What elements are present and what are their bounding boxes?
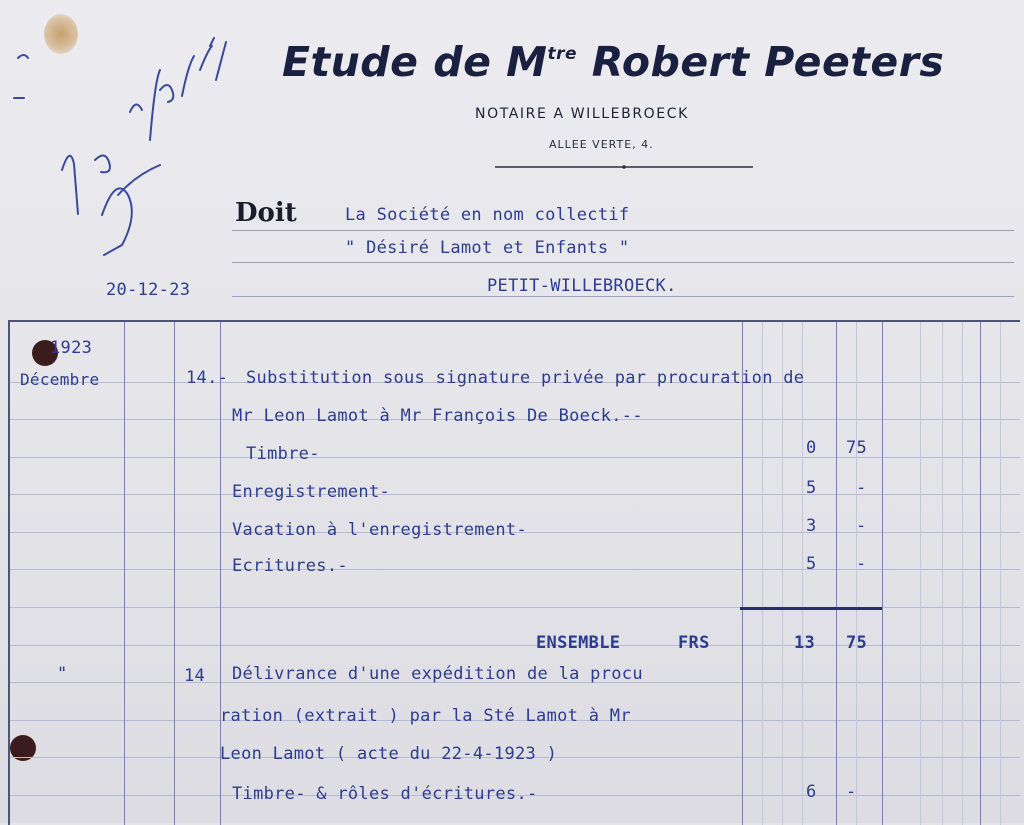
recipient-line2: " Désiré Lamot et Enfants " bbox=[345, 238, 630, 258]
invoice-date: 20-12-23 bbox=[106, 280, 191, 300]
entry1-total-currency: FRS bbox=[678, 633, 710, 653]
entry1-item-francs: 5 bbox=[806, 478, 817, 498]
entry2-description-line1: Délivrance d'une expédition de la procu bbox=[232, 664, 643, 684]
doit-label: Doit bbox=[235, 198, 297, 228]
entry1-item-label: Timbre- bbox=[246, 444, 320, 464]
entry1-item-francs: 0 bbox=[806, 438, 817, 458]
entry2-item-francs: 6 bbox=[806, 782, 817, 802]
ledger-month: Décembre bbox=[20, 370, 100, 389]
letterhead-title bbox=[282, 38, 982, 86]
entry1-item-cents: - bbox=[856, 516, 867, 536]
title-main: Etude de M bbox=[282, 38, 548, 86]
sum-underline bbox=[740, 607, 882, 610]
title-name: Robert Peeters bbox=[577, 38, 945, 86]
handwritten-annotation bbox=[0, 0, 260, 270]
title-superscript: tre bbox=[547, 44, 578, 64]
recipient-line1: La Société en nom collectif bbox=[345, 205, 630, 225]
entry1-item-cents: - bbox=[856, 554, 867, 574]
entry1-description-line2: Mr Leon Lamot à Mr François De Boeck.-- bbox=[232, 406, 643, 426]
entry2-item-label: Timbre- & rôles d'écritures.- bbox=[232, 784, 538, 804]
decorative-divider bbox=[495, 165, 753, 169]
entry1-item-label: Ecritures.- bbox=[232, 556, 348, 576]
entry1-total-francs: 13 bbox=[794, 633, 816, 653]
rule-line bbox=[232, 230, 1014, 231]
recipient-line3: PETIT-WILLEBROECK. bbox=[487, 276, 677, 296]
entry1-item-label: Enregistrement- bbox=[232, 482, 391, 502]
entry1-day: 14.- bbox=[186, 368, 229, 388]
entry2-description-line3: Leon Lamot ( acte du 22-4-1923 ) bbox=[220, 744, 558, 764]
letterhead-subtitle: NOTAIRE A WILLEBROECK bbox=[475, 106, 689, 122]
entry1-item-label: Vacation à l'enregistrement- bbox=[232, 520, 527, 540]
entry2-item-cents: - bbox=[846, 782, 857, 802]
entry1-total-label: ENSEMBLE bbox=[536, 633, 621, 653]
entry1-total-cents: 75 bbox=[846, 633, 868, 653]
entry2-ditto-mark: " bbox=[57, 664, 68, 684]
entry1-item-francs: 5 bbox=[806, 554, 817, 574]
letterhead-address: ALLEE VERTE, 4. bbox=[549, 138, 654, 151]
ledger-year: 1923 bbox=[50, 338, 93, 358]
entry1-item-cents: - bbox=[856, 478, 867, 498]
entry2-day: 14 bbox=[184, 666, 206, 686]
entry1-item-francs: 3 bbox=[806, 516, 817, 536]
rule-line bbox=[232, 296, 1014, 297]
entry1-item-cents: 75 bbox=[846, 438, 868, 458]
entry2-description-line2: ration (extrait ) par la Sté Lamot à Mr bbox=[220, 706, 631, 726]
entry1-description-line1: Substitution sous signature privée par procuration de bbox=[246, 368, 805, 388]
rule-line bbox=[232, 262, 1014, 263]
